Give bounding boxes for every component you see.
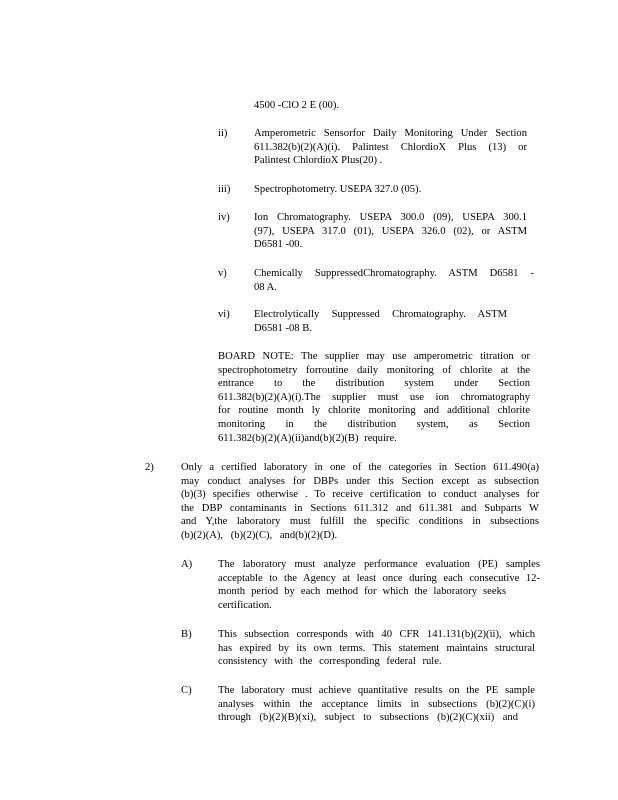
- item-number: iv): [218, 212, 230, 223]
- text-line: 611.382(b)(2)(A)(ii)and(b)(2)(B) require.: [218, 432, 397, 444]
- text-line: acceptable to the Agency at least once during each consecutive 12-: [218, 572, 540, 584]
- text-line: may conduct analyses for DBPs under this Section except as subsection: [181, 475, 539, 487]
- item-number: vi): [218, 309, 230, 320]
- text-line: and Y,the laboratory must fulfill the specific conditions in subsections: [181, 516, 539, 528]
- paragraph-number: 2): [145, 462, 154, 473]
- text-line: The laboratory must analyze performance evaluation (PE) samples: [218, 559, 540, 570]
- text-line: (b)(2)(A), (b)(2)(C), and(b)(2)(D).: [181, 529, 338, 541]
- text-line: the DBP contaminants in Sections 611.312 and 611.381 and Subparts W: [181, 502, 539, 514]
- item-text: [218, 684, 535, 725]
- text-line: Chemically SuppressedChromatography. ASTM D6581 -: [254, 268, 534, 279]
- item-number: ii): [218, 128, 228, 139]
- item-number: iii): [218, 184, 231, 195]
- text-line: D6581 -08 B.: [254, 322, 312, 334]
- item-number: C): [181, 685, 192, 696]
- text-line: Electrolytically Suppressed Chromatography. ASTM: [254, 309, 507, 320]
- text-line: analyses within the acceptance limits in subsections (b)(2)(C)(i): [218, 698, 535, 710]
- item-text: [254, 183, 527, 197]
- text-line: D6581 -00.: [254, 239, 303, 251]
- text-line: Spectrophotometry. USEPA 327.0 (05).: [254, 184, 422, 195]
- text-line: 08 A.: [254, 281, 277, 293]
- text-line: consistency with the corresponding federal rule.: [218, 656, 442, 668]
- item-text: [218, 628, 535, 669]
- text-line: The laboratory must achieve quantitative results on the PE sample: [218, 685, 535, 696]
- text-line: has expired by its own terms. This statement maintains structural: [218, 642, 535, 654]
- text-line: entrance to the distribution system under Section: [218, 378, 530, 390]
- text-line: Amperometric Sensorfor Daily Monitoring Under Section: [254, 128, 527, 139]
- text-line: 611.382(b)(2)(A)(i). Palintest ChlordioX Plus (13) or: [254, 141, 527, 153]
- text-line: month period by each method for which the laboratory seeks: [218, 586, 506, 598]
- item-text: [218, 558, 540, 612]
- method-line-4500: [254, 99, 524, 113]
- text-line: Palintest ChlordioX Plus(20) .: [254, 155, 383, 167]
- paragraph-text: [181, 461, 539, 543]
- text-line: certification.: [218, 599, 272, 611]
- item-text: [254, 308, 507, 335]
- text-line: for routine month ly chlorite monitoring and additional chlorite: [218, 405, 530, 417]
- text-line: (97), USEPA 317.0 (01), USEPA 326.0 (02), or ASTM: [254, 225, 527, 237]
- text-line: BOARD NOTE: The supplier may use amperometric titration or: [218, 351, 530, 362]
- item-text: [254, 211, 527, 252]
- board-note: [218, 350, 530, 445]
- text-line: This subsection corresponds with 40 CFR 141.131(b)(2)(ii), which: [218, 629, 535, 640]
- text-line: (b)(3) specifies otherwise . To receive certification to conduct analyses for: [181, 489, 539, 501]
- text-line: through (b)(2)(B)(xi), subject to subsections (b)(2)(C)(xii) and: [218, 712, 518, 724]
- text-line: 611.382(b)(2)(A)(i).The supplier must use ion chromatography: [218, 391, 530, 403]
- text-line: 4500 -ClO 2 E (00).: [254, 100, 340, 111]
- text-line: Ion Chromatography. USEPA 300.0 (09), USEPA 300.1: [254, 212, 527, 223]
- item-number: A): [181, 559, 193, 570]
- item-number: v): [218, 268, 227, 279]
- text-line: monitoring in the distribution system, as Section: [218, 418, 530, 430]
- text-line: spectrophotometry forroutine daily monitoring of chlorite at the: [218, 364, 530, 376]
- item-text: [254, 127, 527, 168]
- item-text: [254, 267, 534, 294]
- text-line: Only a certified laboratory in one of the categories in Section 611.490(a): [181, 462, 539, 473]
- item-number: B): [181, 629, 192, 640]
